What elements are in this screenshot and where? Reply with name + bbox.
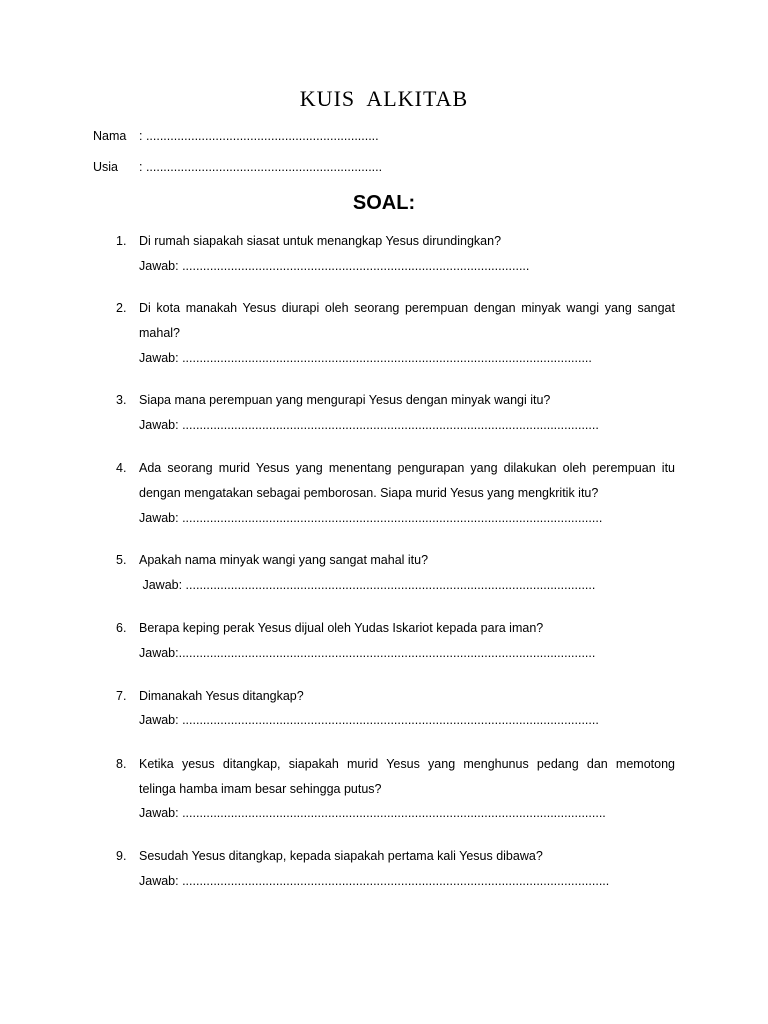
question-4 (116, 461, 139, 475)
question-3 (116, 393, 550, 407)
question-number: 9. (116, 849, 127, 863)
question-text: Berapa keping perak Yesus dijual oleh Yudas Iskariot kepada para iman? (139, 621, 544, 635)
question-text: Apakah nama minyak wangi yang sangat mahal itu? (139, 553, 429, 567)
name-blank: : ................................................................... (139, 129, 379, 143)
question-number: 6. (116, 621, 127, 635)
question-9 (116, 849, 543, 863)
question-number: 2. (116, 301, 127, 315)
answer-line-3: Jawab: ........................................................................................................................ (139, 418, 599, 432)
name-label: Nama (93, 129, 127, 143)
answer-line-1: Jawab: .................................................................................................... (139, 259, 530, 273)
question-8 (116, 757, 139, 771)
question-text: Di kota manakah Yesus diurapi oleh seorang perempuan dengan minyak wangi yang sangat (139, 301, 675, 315)
question-text: Di rumah siapakah siasat untuk menangkap Yesus dirundingkan? (139, 234, 502, 248)
question-text: Ketika yesus ditangkap, siapakah murid Yesus yang menghunus pedang dan memotong (139, 757, 675, 771)
answer-line-2: Jawab: ...................................................................................................................... (139, 351, 592, 365)
question-6 (116, 621, 543, 635)
answer-line-8: Jawab: .......................................................................................................................... (139, 806, 606, 820)
question-1 (116, 234, 501, 248)
question-number: 5. (116, 553, 127, 567)
answer-line-5: Jawab: ...................................................................................................................... (139, 578, 596, 592)
age-label: Usia (93, 160, 119, 174)
question-number: 1. (116, 234, 127, 248)
question-number: 4. (116, 461, 127, 475)
question-text: Ada seorang murid Yesus yang menentang pengurapan yang dilakukan oleh perempuan itu (139, 461, 675, 475)
question-text-continued: mahal? (139, 326, 180, 340)
page-title: KUIS ALKITAB (299, 86, 469, 111)
question-text: Siapa mana perempuan yang mengurapi Yesus dengan minyak wangi itu? (139, 393, 551, 407)
section-heading: SOAL: (352, 192, 416, 214)
question-7 (116, 689, 304, 703)
name-field (93, 129, 379, 143)
question-text: Sesudah Yesus ditangkap, kepada siapakah pertama kali Yesus dibawa? (139, 849, 543, 863)
question-2 (116, 301, 139, 315)
question-number: 8. (116, 757, 127, 771)
answer-line-9: Jawab: ........................................................................................................................... (139, 874, 610, 888)
age-blank: : .................................................................... (139, 160, 383, 174)
answer-line-6: Jawab:........................................................................................................................ (139, 646, 596, 660)
answer-line-7: Jawab: ........................................................................................................................ (139, 713, 599, 727)
question-number: 7. (116, 689, 127, 703)
question-5 (116, 553, 428, 567)
question-text-continued: dengan mengatakan sebagai pemborosan. Siapa murid Yesus yang mengkritik itu? (139, 486, 599, 500)
question-text: Dimanakah Yesus ditangkap? (139, 689, 304, 703)
age-field (93, 160, 382, 174)
question-text-continued: telinga hamba imam besar sehingga putus? (139, 782, 382, 796)
answer-line-4: Jawab: ......................................................................................................................... (139, 511, 603, 525)
question-number: 3. (116, 393, 127, 407)
